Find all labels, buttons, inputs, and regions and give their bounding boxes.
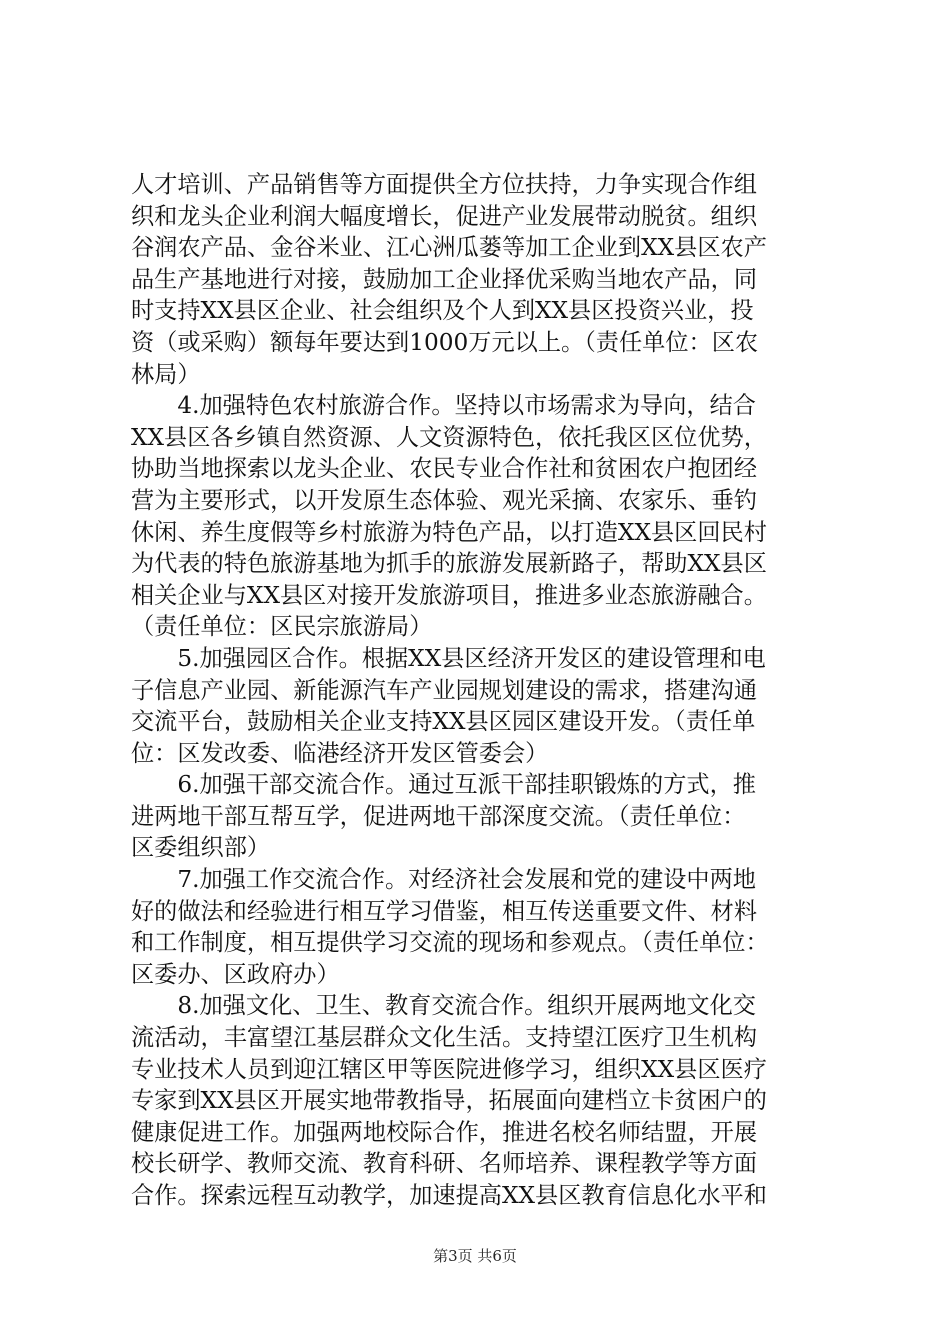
text-line: 为代表的特色旅游基地为抓手的旅游发展新路子，帮助XX县区 [131, 550, 767, 578]
text-line: 休闲、养生度假等乡村旅游为特色产品，以打造XX县区回民村 [131, 518, 767, 546]
text-line: XX县区各乡镇自然资源、人文资源特色，依托我区区位优势， [131, 423, 767, 451]
text-line: 专家到XX县区开展实地带教指导，拓展面向建档立卡贫困户的 [131, 1087, 767, 1115]
paragraph-4-start: 4.加强特色农村旅游合作。坚持以市场需求为导向，结合 [131, 392, 756, 420]
text-line: 合作。探索远程互动教学，加速提高XX县区教育信息化水平和 [131, 1182, 767, 1209]
paragraph-7-start: 7.加强工作交流合作。对经济社会发展和党的建设中两地 [131, 866, 756, 894]
page-number-footer: 第3页 共6页 [433, 1247, 517, 1265]
paragraph-6-start: 6.加强干部交流合作。通过互派干部挂职锻炼的方式，推 [131, 771, 756, 799]
text-line: 营为主要形式，以开发原生态体验、观光采摘、农家乐、垂钓 [131, 486, 758, 514]
text-line: 区委办、区政府办） [131, 960, 340, 988]
text-line: 子信息产业园、新能源汽车产业园规划建设的需求，搭建沟通 [131, 676, 758, 704]
text-line: 谷润农产品、金谷米业、江心洲瓜蒌等加工企业到XX县区农产 [131, 234, 767, 262]
text-line: 区委组织部） [131, 834, 271, 862]
text-line: 相关企业与XX县区对接开发旅游项目，推进多业态旅游融合。 [131, 581, 767, 609]
paragraph-8-start: 8.加强文化、卫生、教育交流合作。组织开展两地文化交 [131, 992, 756, 1020]
text-line: 进两地干部互帮互学，促进两地干部深度交流。（责任单位： [131, 802, 746, 830]
text-line: 好的做法和经验进行相互学习借鉴，相互传送重要文件、材料 [131, 897, 758, 925]
text-line: 专业技术人员到迎江辖区甲等医院进修学习，组织XX县区医疗 [131, 1055, 767, 1083]
text-line: 时支持XX县区企业、社会组织及个人到XX县区投资兴业，投 [131, 297, 754, 325]
text-line: （责任单位：区民宗旅游局） [131, 613, 433, 641]
text-line: 流活动，丰富望江基层群众文化生活。支持望江医疗卫生机构 [131, 1024, 758, 1052]
text-line: 校长研学、教师交流、教育科研、名师培养、课程教学等方面 [131, 1150, 758, 1178]
text-line: 织和龙头企业利润大幅度增长，促进产业发展带动脱贫。组织 [131, 202, 758, 230]
text-line: 人才培训、产品销售等方面提供全方位扶持，力争实现合作组 [131, 171, 758, 198]
text-line: 交流平台，鼓励相关企业支持XX县区园区建设开发。（责任单 [131, 708, 756, 736]
paragraph-5-start: 5.加强园区合作。根据XX县区经济开发区的建设管理和电 [131, 644, 766, 672]
text-line: 品生产基地进行对接，鼓励加工企业择优采购当地农产品，同 [131, 265, 758, 293]
text-line: 资（或采购）额每年要达到1000万元以上。（责任单位：区农 [131, 328, 759, 356]
text-line: 林局） [131, 360, 201, 388]
text-line: 位：区发改委、临港经济开发区管委会） [131, 739, 549, 767]
document-body [131, 169, 831, 1212]
text-line: 协助当地探索以龙头企业、农民专业合作社和贫困农户抱团经 [131, 455, 758, 483]
text-line: 和工作制度，相互提供学习交流的现场和参观点。（责任单位： [131, 929, 769, 957]
text-line: 健康促进工作。加强两地校际合作，推进名校名师结盟，开展 [131, 1118, 758, 1146]
